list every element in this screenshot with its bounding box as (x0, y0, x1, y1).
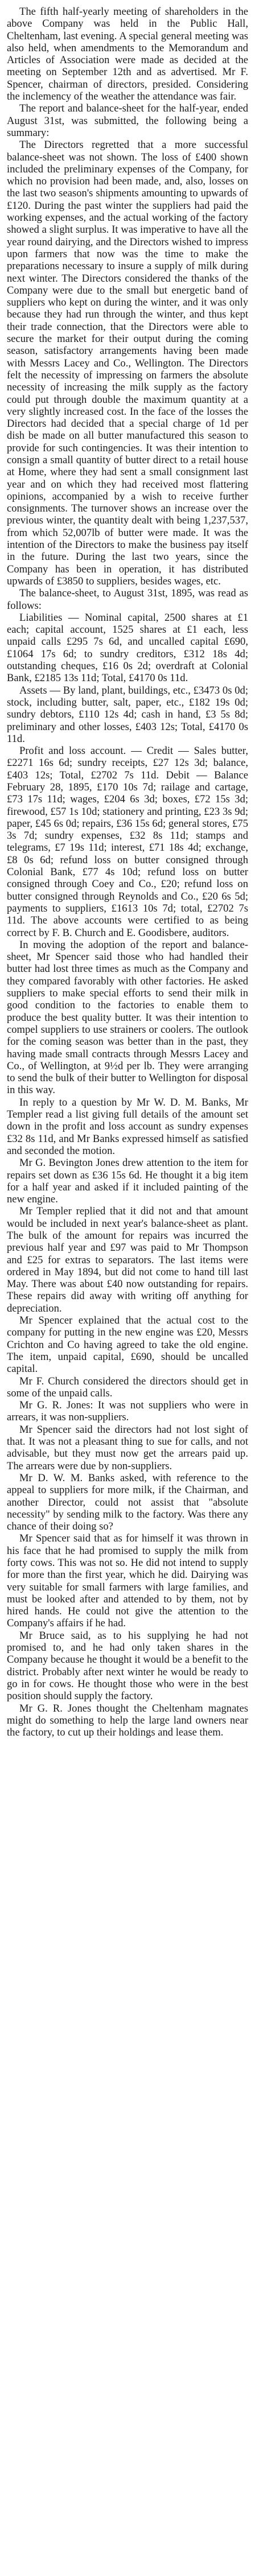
paragraph-directors-report: The Directors regretted that a more successful balance-sheet was not shown. The loss of £400 shown included the preliminary expenses of the Company, for which no provision had been made, and, also, losses on the last two season's shipments amounting to upwards of £120. During the past winter the suppliers had paid the working expenses, and the actual working of the factory showed a slight surplus. It was imperative to have all the year round dairying, and the Directors wished to impress upon farmers that now was the time to make the preparations necessary to insure a supply of milk during next winter. The Directors considered the thanks of the Company were due to the small but energetic band of suppliers who kept on during the winter, and it was only because they had run through the winter, and thus kept their trade connection, that the Directors were able to secure the market for their output during the coming season, satisfactory arrangements having been made with Messrs Lacey and Co., Wellington. The Directors felt the necessity of impressing on farmers the absolute necessity of increasing the milk supply as the factory could put through double the maximum quantity at a very slightly increased cost. In the face of the losses the Directors had decided that a special charge of 1d per dish be made on all butter manufactured this season to provide for such contingencies. It was their intention to consign a small quantity of butter direct to a retail house at Home, where they had sent a small consignment last year and on which they had received most flattering opinions, accompanied by a wish to receive further consignments. The turnover shows an increase over the previous winter, the quantity dealt with being 1,237,537, from which 52,007lb of butter were made. It was the intention of the Directors to make the business pay itself in the future. During the last two years, since the Company has been in operation, it has distributed upwards of £3850 to suppliers, besides wages, etc. (7, 139, 248, 587)
paragraph-jones-arrears: Mr G. R. Jones: It was not suppliers who were in arrears, it was non-suppliers. (7, 1399, 248, 1424)
paragraph-spencer-cows: Mr Spencer said that as for himself it was thrown in his face that he had promised to supply the milk from forty cows. This was not so. He did not intend to supply for more than the first year, which he did. Dairying was very suitable for small farmers with large families, and must be looked after and attended to by them, not by hired hands. He could not give the attention to the Company's affairs if he had. (7, 1532, 248, 1630)
paragraph-assets: Assets — By land, plant, buildings, etc., £3473 0s 0d; stock, including butter, salt, paper, etc., £182 19s 0d; sundry debtors, £110 12s 4d; cash in hand, £3 5s 8d; preliminary and other losses, £403 12s; Total, £4170 0s 11d. (7, 684, 248, 745)
paragraph-banks-milk: Mr D. W. M. Banks asked, with reference to the appeal to suppliers for more milk, if the Chairman, and another Director, could not assist that "absolute necessity" by sending milk to the factory. Was there any chance of their doing so? (7, 1472, 248, 1533)
paragraph-liabilities: Liabilities — Nominal capital, 2500 shares at £1 each; capital account, 1525 shares at £1 each, less unpaid calls £295 7s 6d, and uncalled capital £690, £1064 17s 6d; to sundry creditors, £312 18s 4d; outstanding cheques, £16 0s 2d; overdraft at Colonial Bank, £2185 13s 11d; Total, £4170 0s 11d. (7, 611, 248, 685)
paragraph-jones-repairs: Mr G. Bevington Jones drew attention to the item for repairs set down as £36 15s 6d. He thought it a big item for a half year and asked if it included painting of the new engine. (7, 1157, 248, 1206)
paragraph-opening: The fifth half-yearly meeting of shareholders in the above Company was held in the Public Hall, Cheltenham, last evening. A special general meeting was also held, when amendments to the Memorandum and Articles of Association were made as decided at the meeting on September 12th and as advertised. Mr F. Spencer, chairman of directors, presided. Considering the inclemency of the weather the attendance was fair. (7, 6, 248, 103)
paragraph-bruce-supply: Mr Bruce said, as to his supplying he had not promised to, and he had only taken shares in the Company because he thought it would be a benefit to the district. Probably after next winter he would be ready to go in for cows. He thought those who were in the best position should supply the factory. (7, 1629, 248, 1703)
paragraph-profit-loss: Profit and loss account. — Credit — Sales butter, £2271 16s 6d; sundry receipts, £27 12s 3d; balance, £403 12s; Total, £2702 7s 11d. Debit — Balance February 28, 1895, £170 10s 7d; railage and cartage, £73 17s 11d; wages, £204 6s 3d; boxes, £72 15s 3d; firewood, £57 1s 10d; stationery and printing, £23 3s 9d; paper, £45 6s 0d; repairs, £36 15s 6d; general stores, £75 3s 7d; sundry expenses, £32 8s 11d; stamps and telegrams, £7 19s 11d; interest, £71 18s 4d; exchange, £8 0s 6d; refund loss on butter consigned through Colonial Bank, £77 4s 10d; refund loss on butter consigned through Coey and Co., £20; refund loss on butter consigned through Reynolds and Co., £20 6s 5d; payments to suppliers, £1613 10s 7d; total, £2702 7s 11d. The above accounts were certified to as being correct by F. B. Church and E. Goodisbere, auditors. (7, 745, 248, 939)
paragraph-templer-reply: Mr Templer replied that it did not and that amount would be included in next year's balance-sheet as plant. The bulk of the amount for repairs was incurred the previous half year and £97 was paid to Mr Thompson and £25 for extras to separators. The last items were ordered in May 1894, but did not come to hand till last May. There was about £40 now outstanding for repairs. These repairs did away with writing off anything for depreciation. (7, 1205, 248, 1314)
paragraph-spencer-arrears: Mr Spencer said the directors had not lost sight of that. It was not a pleasant thing to sue for calls, and not advisable, but they must now get the arrears paid up. The arrears were due by non-suppliers. (7, 1423, 248, 1472)
paragraph-church-calls: Mr F. Church considered the directors should get in some of the unpaid calls. (7, 1375, 248, 1399)
paragraph-jones-landowners: Mr G. R. Jones thought the Cheltenham magnates might do something to help the large land owners near the factory, to cut up their holdings and lease them. (7, 1702, 248, 1739)
paragraph-spencer-engine: Mr Spencer explained that the actual cost to the company for putting in the new engine was £20, Messrs Crichton and Co having agreed to take the old engine. The item, unpaid capital, £690, should be uncalled capital. (7, 1314, 248, 1375)
paragraph-balance-sheet-intro: The balance-sheet, to August 31st, 1895, was read as follows: (7, 587, 248, 612)
paragraph-banks-question: In reply to a question by Mr W. D. M. Banks, Mr Templer read a list giving full details of the amount set down in the profit and loss account as sundry expenses £32 8s 11d, and Mr Banks expressed himself as satisfied and seconded the motion. (7, 1096, 248, 1157)
paragraph-chairman-motion: In moving the adoption of the report and balance-sheet, Mr Spencer said those who had handled their butter had lost three times as much as the Company and they compared favorably with other factories. He asked suppliers to make special efforts to send their milk in good condition to the factories to enable them to produce the best quality butter. It was their intention to compel suppliers to use strainers or coolers. The outlook for the coming season was better than in the past, they having made small contracts through Messrs Lacey and Co., of Wellington, at 9½d per lb. They were arranging to send the bulk of their butter to Wellington for disposal in this way. (7, 938, 248, 1097)
paragraph-report-intro: The report and balance-sheet for the half-year, ended August 31st, was submitted, the following being a summary: (7, 102, 248, 139)
